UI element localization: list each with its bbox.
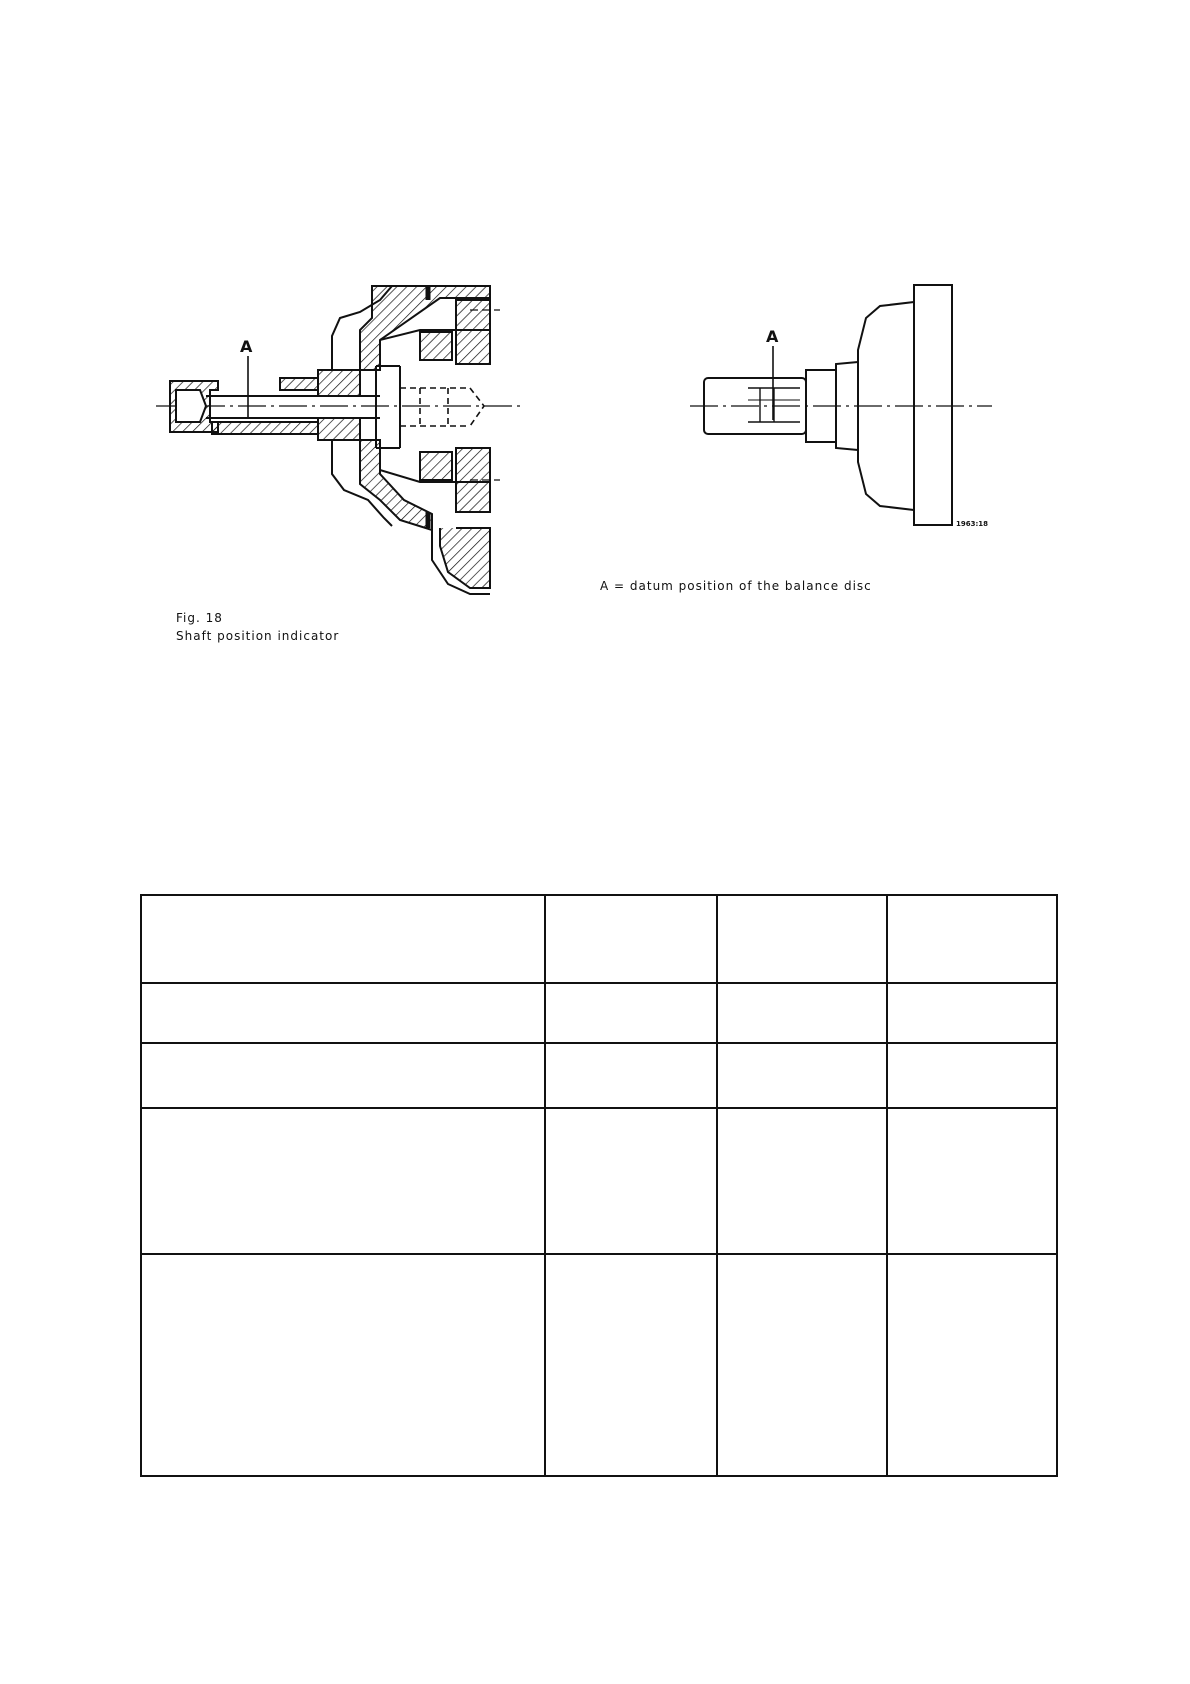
figure-title: Shaft position indicator <box>176 629 340 643</box>
table-row <box>141 1043 1057 1108</box>
table-cell <box>141 1254 545 1476</box>
table-cell <box>141 983 545 1043</box>
table-cell <box>887 1043 1057 1108</box>
shaft-indicator-section-drawing <box>156 286 520 594</box>
table-row <box>141 1254 1057 1476</box>
figure-number: Fig. 18 <box>176 611 223 625</box>
label-a-right: A <box>766 327 779 346</box>
table-cell <box>141 1108 545 1254</box>
record-table <box>140 894 1058 1477</box>
table-cell <box>141 1043 545 1108</box>
table-cell <box>717 895 887 983</box>
table-cell <box>545 1108 717 1254</box>
table-cell <box>717 1043 887 1108</box>
drawing-number: 1963:18 <box>956 520 989 528</box>
table-cell <box>887 1108 1057 1254</box>
table-cell <box>717 983 887 1043</box>
table-cell <box>545 1043 717 1108</box>
technical-drawing <box>0 0 1190 680</box>
table-row <box>141 1108 1057 1254</box>
threaded-sleeve <box>280 378 318 390</box>
table-header-row <box>141 895 1057 983</box>
table-row <box>141 983 1057 1043</box>
table-cell <box>887 1254 1057 1476</box>
balance-disc-drawing <box>690 285 992 525</box>
legend-datum: A = datum position of the balance disc <box>600 579 872 593</box>
table-cell <box>717 1254 887 1476</box>
table-cell <box>717 1108 887 1254</box>
label-a-left: A <box>240 337 253 356</box>
table-cell <box>887 895 1057 983</box>
table-cell <box>545 895 717 983</box>
table-cell <box>545 983 717 1043</box>
table-cell <box>141 895 545 983</box>
table-cell <box>887 983 1057 1043</box>
flange <box>914 285 952 525</box>
table-cell <box>545 1254 717 1476</box>
